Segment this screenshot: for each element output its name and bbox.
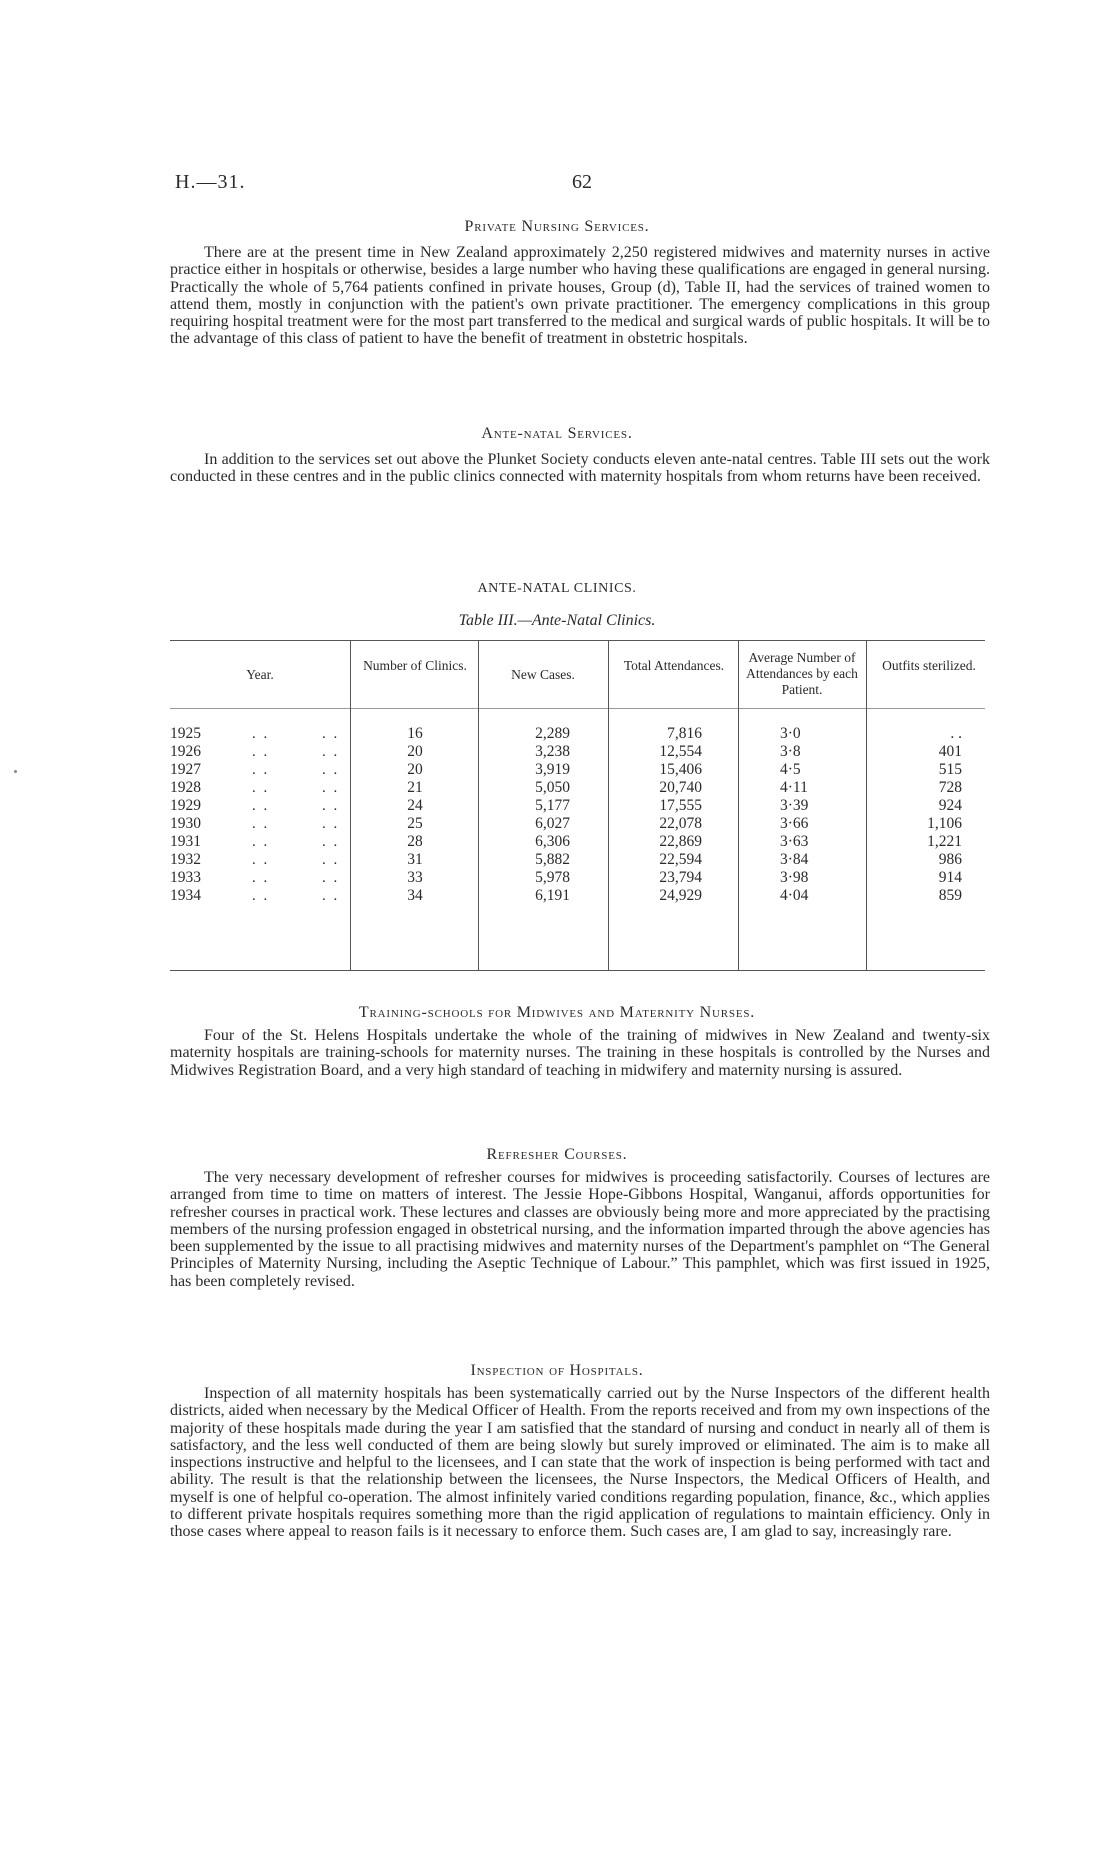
- leader-dots: . .: [322, 798, 340, 814]
- cell-average: 3·84: [780, 851, 809, 868]
- cell-total-attendances: 17,555: [659, 797, 702, 814]
- cell-new-cases: 6,191: [535, 887, 570, 904]
- cell-average: 4·5: [780, 761, 801, 778]
- table-header-new-cases: New Cases.: [511, 667, 575, 682]
- section-title-private-nursing: Private Nursing Services.: [464, 218, 650, 235]
- cell-new-cases: 5,882: [535, 851, 570, 868]
- cell-new-cases: 5,050: [535, 779, 570, 796]
- cell-year: 1932: [170, 851, 201, 868]
- cell-total-attendances: 22,869: [659, 833, 702, 850]
- cell-outfits: 859: [938, 887, 962, 904]
- cell-total-attendances: 7,816: [667, 725, 702, 742]
- cell-new-cases: 5,978: [535, 869, 570, 886]
- section-title-ante-natal: Ante-natal Services.: [481, 425, 633, 442]
- table-column-divider: [350, 640, 351, 970]
- table-header-total-attendances: Total Attendances.: [623, 658, 725, 673]
- table-caps-title: ANTE-NATAL CLINICS.: [477, 581, 637, 596]
- leader-dots: . .: [322, 762, 340, 778]
- cell-year: 1925: [170, 725, 201, 742]
- cell-outfits: 401: [938, 743, 962, 760]
- leader-dots: . .: [252, 888, 270, 904]
- cell-outfits: 1,221: [927, 833, 962, 850]
- leader-dots: . .: [252, 798, 270, 814]
- paragraph-refresher: The very necessary development of refresher courses for midwives is proceeding satisfactorily. Courses of lectures are arranged from time to time on matters of interest. The Jessie Hope-Gibbons Hospital, Wanganui, affords opportunities for refresher courses in practical work. These lectures and classes are obviously being more and more appreciated by the practising members of the nursing profession engaged in obstetrical nursing, and the information imparted through the above agencies has been supplemented by the issue to all practising midwives and maternity nurses of the Department's pamphlet on “The General Principles of Maternity Nursing, including the Aseptic Technique of Labour.” This pamphlet, which was first issued in 1925, has been completely revised.: [170, 1169, 990, 1290]
- cell-clinics: 31: [407, 851, 423, 868]
- cell-clinics: 24: [407, 797, 423, 814]
- table-top-rule: [170, 640, 985, 641]
- table-header-average: Average Number of Attendances by each Patient.: [746, 650, 858, 697]
- table-column-divider: [866, 640, 867, 970]
- cell-outfits: 914: [938, 869, 962, 886]
- cell-year: 1930: [170, 815, 201, 832]
- cell-average: 3·63: [780, 833, 809, 850]
- cell-outfits: 728: [938, 779, 962, 796]
- section-title-inspection: Inspection of Hospitals.: [470, 1362, 644, 1379]
- leader-dots: . .: [322, 852, 340, 868]
- leader-dots: . .: [252, 834, 270, 850]
- cell-outfits: 986: [938, 851, 962, 868]
- cell-year: 1927: [170, 761, 201, 778]
- cell-new-cases: 2,289: [535, 725, 570, 742]
- paragraph-ante-natal: In addition to the services set out above the Plunket Society conducts eleven ante-natal centres. Table III sets out the work conducted in these centres and in the public clinics connected with maternity hospitals from whom returns have been received.: [170, 451, 990, 486]
- cell-clinics: 20: [407, 743, 423, 760]
- cell-new-cases: 6,306: [535, 833, 570, 850]
- cell-average: 3·0: [780, 725, 801, 742]
- cell-clinics: 28: [407, 833, 423, 850]
- cell-clinics: 16: [407, 725, 423, 742]
- leader-dots: . .: [322, 780, 340, 796]
- table-column-divider: [478, 640, 479, 970]
- table-bottom-rule: [170, 970, 985, 971]
- leader-dots: . .: [252, 780, 270, 796]
- cell-average: 3·8: [780, 743, 801, 760]
- cell-new-cases: 6,027: [535, 815, 570, 832]
- cell-total-attendances: 20,740: [659, 779, 702, 796]
- cell-total-attendances: 24,929: [659, 887, 702, 904]
- leader-dots: . .: [322, 726, 340, 742]
- cell-total-attendances: 15,406: [659, 761, 702, 778]
- cell-outfits: 515: [938, 761, 962, 778]
- cell-total-attendances: 23,794: [659, 869, 702, 886]
- cell-outfits: . .: [950, 725, 962, 742]
- section-title-training: Training-schools for Midwives and Maternity Nurses.: [358, 1004, 756, 1021]
- cell-year: 1928: [170, 779, 201, 796]
- cell-clinics: 20: [407, 761, 423, 778]
- table-header-year: Year.: [246, 667, 274, 682]
- cell-average: 3·98: [780, 869, 809, 886]
- leader-dots: . .: [322, 870, 340, 886]
- report-reference: H.—31.: [175, 171, 246, 193]
- cell-average: 4·04: [780, 887, 809, 904]
- table-column-divider: [608, 640, 609, 970]
- cell-clinics: 33: [407, 869, 423, 886]
- leader-dots: . .: [252, 852, 270, 868]
- cell-new-cases: 3,238: [535, 743, 570, 760]
- cell-clinics: 34: [407, 887, 423, 904]
- cell-clinics: 25: [407, 815, 423, 832]
- table-column-divider: [738, 640, 739, 970]
- cell-year: 1934: [170, 887, 201, 904]
- cell-total-attendances: 12,554: [659, 743, 702, 760]
- table-header-rule: [170, 708, 985, 709]
- leader-dots: . .: [322, 888, 340, 904]
- cell-clinics: 21: [407, 779, 423, 796]
- leader-dots: . .: [322, 834, 340, 850]
- section-title-refresher: Refresher Courses.: [486, 1146, 628, 1163]
- cell-average: 3·39: [780, 797, 809, 814]
- cell-average: 4·11: [780, 779, 808, 796]
- leader-dots: . .: [252, 762, 270, 778]
- table-header-clinics: Number of Clinics.: [363, 658, 467, 673]
- cell-year: 1931: [170, 833, 201, 850]
- leader-dots: . .: [252, 744, 270, 760]
- scan-speck: [14, 770, 17, 773]
- page-number: 62: [572, 171, 592, 193]
- table-header-outfits: Outfits sterilized.: [882, 658, 976, 673]
- cell-outfits: 924: [938, 797, 962, 814]
- cell-average: 3·66: [780, 815, 809, 832]
- table-title: Table III.—Ante-Natal Clinics.: [458, 612, 656, 629]
- leader-dots: . .: [322, 744, 340, 760]
- paragraph-inspection: Inspection of all maternity hospitals has been systematically carried out by the Nurse Inspectors of the different health districts, aided when necessary by the Medical Officer of Health. From the reports received and from my own inspections of the majority of these hospitals made during the year I am satisfied that the standard of nursing and conduct in nearly all of them is satisfactory, and the less well conducted of them are being slowly but surely improved or eliminated. The aim is to make all inspections instructive and helpful to the licensees, and I can state that the work of inspection is being performed with tact and ability. The result is that the relationship between the licensees, the Nurse Inspectors, the Medical Officers of Health, and myself is one of helpful co-operation. The almost infinitely varied conditions regarding population, finance, &c., which applies to different private hospitals requires something more than the rigid application of regulations to maintain efficiency. Only in those cases where appeal to reason fails is it necessary to enforce them. Such cases are, I am glad to say, increasingly rare.: [170, 1385, 990, 1541]
- cell-year: 1933: [170, 869, 201, 886]
- cell-new-cases: 5,177: [535, 797, 570, 814]
- cell-total-attendances: 22,078: [659, 815, 702, 832]
- cell-year: 1929: [170, 797, 201, 814]
- cell-outfits: 1,106: [927, 815, 962, 832]
- leader-dots: . .: [252, 726, 270, 742]
- cell-new-cases: 3,919: [535, 761, 570, 778]
- paragraph-training: Four of the St. Helens Hospitals undertake the whole of the training of midwives in New Zealand and twenty-six maternity hospitals are training-schools for maternity nurses. The training in these hospitals is controlled by the Nurses and Midwives Registration Board, and a very high standard of teaching in midwifery and maternity nursing is assured.: [170, 1027, 990, 1079]
- leader-dots: . .: [252, 870, 270, 886]
- cell-total-attendances: 22,594: [659, 851, 702, 868]
- leader-dots: . .: [252, 816, 270, 832]
- leader-dots: . .: [322, 816, 340, 832]
- cell-year: 1926: [170, 743, 201, 760]
- paragraph-private-nursing: There are at the present time in New Zealand approximately 2,250 registered midwives and maternity nurses in active practice either in hospitals or otherwise, besides a large number who having these qualifications are engaged in general nursing. Practically the whole of 5,764 patients confined in private houses, Group (d), Table II, had the services of trained women to attend them, mostly in conjunction with the patient's own private practitioner. The emergency complications in this group requiring hospital treatment were for the most part transferred to the medical and surgical wards of public hospitals. It will be to the advantage of this class of patient to have the benefit of treatment in obstetric hospitals.: [170, 244, 990, 348]
